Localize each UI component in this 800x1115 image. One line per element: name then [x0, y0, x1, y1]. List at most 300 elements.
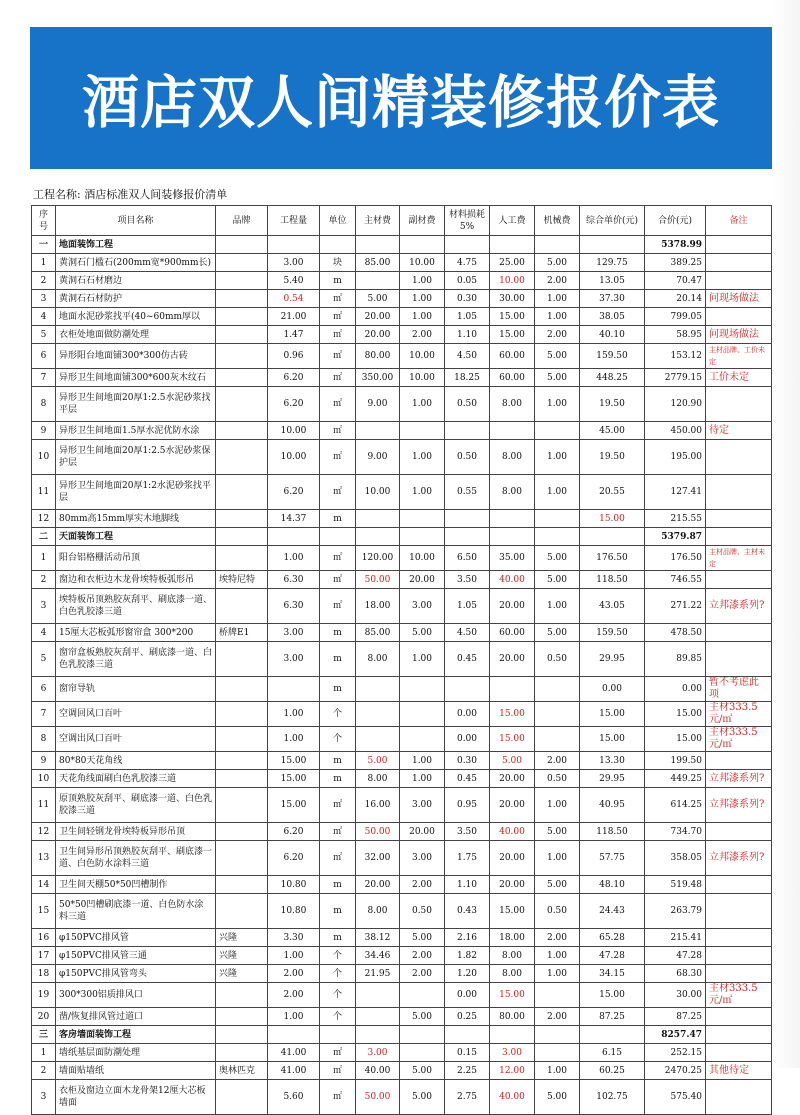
table-cell: 13.05 — [580, 272, 645, 290]
table-cell: 2.00 — [535, 752, 580, 770]
table-cell: 2.00 — [400, 876, 445, 894]
table-cell: 3.50 — [445, 823, 490, 841]
table-cell: 4.75 — [445, 254, 490, 272]
table-cell: 阳台铝格栅活动吊顶 — [56, 546, 216, 571]
table-cell: 3.00 — [400, 841, 445, 876]
table-cell: 1.00 — [268, 947, 320, 965]
table-cell: 兴隆 — [216, 947, 268, 965]
table-cell: 350.00 — [356, 369, 400, 387]
table-cell: 奥林匹克 — [216, 1062, 268, 1080]
note-cell — [706, 947, 772, 965]
table-cell: 1.00 — [400, 387, 445, 422]
table-cell: 47.28 — [580, 947, 645, 965]
note-cell: 主材333.5元/㎡ — [706, 983, 772, 1008]
table-cell — [445, 422, 490, 440]
table-cell: 50.00 — [356, 823, 400, 841]
table-cell: 4 — [32, 308, 56, 326]
table-cell — [216, 326, 268, 344]
table-cell: 凿/恢复排风管过道口 — [56, 1008, 216, 1026]
table-cell: 8.00 — [356, 770, 400, 788]
table-cell: 120.00 — [356, 546, 400, 571]
table-cell: 0.43 — [445, 894, 490, 929]
table-cell: 20.00 — [400, 823, 445, 841]
table-cell: 159.50 — [580, 624, 645, 642]
table-cell: 4 — [32, 624, 56, 642]
table-cell — [400, 236, 445, 254]
note-cell — [706, 642, 772, 677]
table-cell: 0.30 — [445, 290, 490, 308]
table-cell: 个 — [320, 983, 356, 1008]
table-cell: 兴隆 — [216, 929, 268, 947]
table-cell: 127.41 — [645, 475, 706, 510]
table-cell: 34.15 — [580, 965, 645, 983]
table-cell: 10.00 — [490, 272, 535, 290]
table-cell — [356, 528, 400, 546]
table-cell: 29.95 — [580, 642, 645, 677]
table-cell: 空调出风口百叶 — [56, 727, 216, 752]
note-cell: 立邦漆系列? — [706, 788, 772, 823]
table-cell — [216, 546, 268, 571]
table-cell — [216, 254, 268, 272]
table-cell: 个 — [320, 727, 356, 752]
table-cell: 1.47 — [268, 326, 320, 344]
table-cell: 异形卫生间地面1.5厚水泥优防水涂 — [56, 422, 216, 440]
table-cell: 15.00 — [645, 702, 706, 727]
table-cell: 2.00 — [400, 965, 445, 983]
table-cell: 2.00 — [400, 326, 445, 344]
table-cell: 15.00 — [490, 326, 535, 344]
note-cell — [706, 823, 772, 841]
table-cell: ㎡ — [320, 326, 356, 344]
table-cell: 8.00 — [356, 894, 400, 929]
table-cell — [400, 983, 445, 1008]
table-cell: 16.00 — [356, 788, 400, 823]
table-cell: m — [320, 624, 356, 642]
table-row — [32, 876, 772, 894]
table-cell: 原顶熟胶灰刮平、刷底漆一道、白色乳胶漆三道 — [56, 788, 216, 823]
table-cell — [216, 290, 268, 308]
header-cell: 人工费 — [490, 206, 535, 236]
note-cell — [706, 624, 772, 642]
table-cell: 6.20 — [268, 823, 320, 841]
table-cell: 18.00 — [356, 589, 400, 624]
table-cell: 6.30 — [268, 589, 320, 624]
table-cell: 20.00 — [356, 308, 400, 326]
table-cell: 卫生间轻钢龙骨埃特板异形吊顶 — [56, 823, 216, 841]
table-cell: 30.00 — [490, 290, 535, 308]
table-cell — [535, 702, 580, 727]
table-cell: 1.00 — [535, 475, 580, 510]
table-cell — [706, 236, 772, 254]
table-cell: 89.85 — [645, 642, 706, 677]
table-cell: 1.00 — [535, 308, 580, 326]
table-cell — [216, 369, 268, 387]
table-cell: 15厘大芯板弧形窗帘盒 300*200 — [56, 624, 216, 642]
table-cell: 176.50 — [580, 546, 645, 571]
table-row — [32, 440, 772, 475]
table-cell — [216, 1044, 268, 1062]
section-name: 天面装饰工程 — [56, 528, 216, 546]
table-cell: 1.10 — [445, 326, 490, 344]
table-cell: 20.00 — [490, 642, 535, 677]
table-cell: 478.50 — [645, 624, 706, 642]
section-total: 8257.47 — [645, 1026, 706, 1044]
table-cell: 6.20 — [268, 475, 320, 510]
table-row — [32, 571, 772, 589]
project-name-line: 工程名称: 酒店标准双人间装修报价清单 — [33, 188, 228, 201]
table-cell — [535, 1044, 580, 1062]
table-row — [32, 965, 772, 983]
table-cell — [216, 983, 268, 1008]
table-cell: 30.00 — [645, 983, 706, 1008]
table-cell: 5 — [32, 326, 56, 344]
table-cell: 8.00 — [490, 965, 535, 983]
table-cell: ㎡ — [320, 1062, 356, 1080]
table-cell: 25.00 — [490, 254, 535, 272]
table-cell: 41.00 — [268, 1044, 320, 1062]
table-cell: 1 — [32, 254, 56, 272]
table-cell — [356, 983, 400, 1008]
table-row — [32, 254, 772, 272]
table-cell: 3.50 — [445, 571, 490, 589]
table-cell: 18.25 — [445, 369, 490, 387]
table-cell: 129.75 — [580, 254, 645, 272]
table-row — [32, 326, 772, 344]
table-cell — [400, 1026, 445, 1044]
table-cell: ㎡ — [320, 589, 356, 624]
table-cell: 1.00 — [400, 290, 445, 308]
table-row — [32, 727, 772, 752]
table-cell: 40.00 — [356, 1062, 400, 1080]
table-cell: 个 — [320, 965, 356, 983]
table-cell: 6.20 — [268, 841, 320, 876]
table-cell: 5.00 — [400, 1008, 445, 1026]
header-cell: 合价(元) — [645, 206, 706, 236]
section-total: 5378.99 — [645, 236, 706, 254]
table-cell: ㎡ — [320, 571, 356, 589]
table-row — [32, 308, 772, 326]
note-cell: 主材品牌、主材未定 — [706, 546, 772, 571]
table-cell: 2.00 — [268, 965, 320, 983]
table-cell — [216, 702, 268, 727]
table-header-row — [32, 206, 772, 236]
table-cell: 5.00 — [400, 929, 445, 947]
table-cell: 0.45 — [445, 642, 490, 677]
table-cell: ㎡ — [320, 422, 356, 440]
table-cell — [356, 272, 400, 290]
note-cell: 问现场做法 — [706, 290, 772, 308]
table-cell: 1.05 — [445, 589, 490, 624]
table-cell: 5.00 — [535, 344, 580, 369]
table-cell: 20.00 — [356, 876, 400, 894]
note-cell: 问现场做法 — [706, 326, 772, 344]
table-cell: 10 — [32, 440, 56, 475]
table-cell — [445, 510, 490, 528]
table-cell: 2.00 — [535, 326, 580, 344]
table-cell: 15.00 — [645, 727, 706, 752]
table-cell — [216, 876, 268, 894]
note-cell — [706, 254, 772, 272]
table-cell: 40.10 — [580, 326, 645, 344]
table-cell: 1.75 — [445, 841, 490, 876]
table-cell — [216, 727, 268, 752]
table-cell — [216, 272, 268, 290]
table-cell: 1.00 — [268, 727, 320, 752]
table-cell: 3.00 — [400, 589, 445, 624]
table-cell: 1.00 — [535, 947, 580, 965]
section-row — [32, 1026, 772, 1044]
table-cell: 37.30 — [580, 290, 645, 308]
table-row — [32, 1044, 772, 1062]
table-cell: 1.00 — [400, 308, 445, 326]
table-cell: 卫生间天棚50*50凹槽制作 — [56, 876, 216, 894]
table-cell — [490, 677, 535, 702]
table-cell: m — [320, 894, 356, 929]
table-cell: 13 — [32, 841, 56, 876]
table-row — [32, 929, 772, 947]
table-cell: 6.15 — [580, 1044, 645, 1062]
table-cell: 50.00 — [356, 571, 400, 589]
table-cell: 60.00 — [490, 369, 535, 387]
table-cell: 252.15 — [645, 1044, 706, 1062]
table-cell — [216, 823, 268, 841]
table-cell: ㎡ — [320, 1080, 356, 1115]
table-cell: 异形卫生间地面20厚1:2水泥砂浆找平层 — [56, 475, 216, 510]
table-cell: 0.50 — [535, 642, 580, 677]
table-cell — [490, 528, 535, 546]
table-cell: 0.00 — [580, 677, 645, 702]
table-cell: 9.00 — [356, 387, 400, 422]
table-cell: 2.25 — [445, 1062, 490, 1080]
table-cell — [445, 677, 490, 702]
table-cell: 87.25 — [645, 1008, 706, 1026]
table-cell: 6 — [32, 677, 56, 702]
table-cell: 5 — [32, 642, 56, 677]
table-cell: 0.55 — [445, 475, 490, 510]
table-cell: 5.40 — [268, 272, 320, 290]
table-cell: 1.00 — [268, 1008, 320, 1026]
section-row — [32, 528, 772, 546]
table-cell: 85.00 — [356, 254, 400, 272]
table-cell: 21.95 — [356, 965, 400, 983]
table-cell — [400, 702, 445, 727]
table-cell: 衣柜及窗边立面木龙骨架12厘大芯板墙面 — [56, 1080, 216, 1115]
table-cell: 15.00 — [268, 788, 320, 823]
table-cell: 1.00 — [400, 475, 445, 510]
table-cell: 159.50 — [580, 344, 645, 369]
table-cell: 199.50 — [645, 752, 706, 770]
table-cell: 195.00 — [645, 440, 706, 475]
table-cell: 50*50凹槽刷底漆一道、白色防水涂料三道 — [56, 894, 216, 929]
table-cell: 3 — [32, 589, 56, 624]
table-cell: 1.00 — [535, 387, 580, 422]
table-cell: m — [320, 272, 356, 290]
table-cell: 0.96 — [268, 344, 320, 369]
table-cell: 118.50 — [580, 571, 645, 589]
table-cell: 0.50 — [445, 387, 490, 422]
table-cell: 6.20 — [268, 387, 320, 422]
table-cell — [216, 770, 268, 788]
table-cell — [216, 1080, 268, 1115]
table-cell: 10.00 — [400, 546, 445, 571]
table-cell: 24.43 — [580, 894, 645, 929]
table-cell: 10.00 — [356, 475, 400, 510]
note-cell — [706, 1044, 772, 1062]
table-cell: 10 — [32, 770, 56, 788]
table-cell: 4.50 — [445, 624, 490, 642]
table-cell: 60.25 — [580, 1062, 645, 1080]
table-cell: 10.00 — [268, 422, 320, 440]
table-cell: 3 — [32, 1080, 56, 1115]
table-row — [32, 344, 772, 369]
table-cell: m — [320, 677, 356, 702]
table-cell — [216, 344, 268, 369]
table-cell: 3.00 — [400, 788, 445, 823]
section-number: 一 — [32, 236, 56, 254]
table-cell: 20.00 — [490, 770, 535, 788]
table-cell — [356, 727, 400, 752]
table-cell — [445, 1026, 490, 1044]
table-cell — [216, 1026, 268, 1044]
table-cell — [320, 528, 356, 546]
table-cell: 20.00 — [490, 589, 535, 624]
table-cell: 0.00 — [645, 677, 706, 702]
note-cell — [706, 475, 772, 510]
table-cell: m — [320, 752, 356, 770]
note-cell — [706, 1008, 772, 1026]
table-cell: 11 — [32, 788, 56, 823]
table-cell: ㎡ — [320, 290, 356, 308]
table-cell: 614.25 — [645, 788, 706, 823]
table-cell: 38.05 — [580, 308, 645, 326]
table-cell: 1.00 — [268, 702, 320, 727]
table-cell — [535, 677, 580, 702]
table-cell: 153.12 — [645, 344, 706, 369]
table-cell — [216, 528, 268, 546]
note-cell: 其他待定 — [706, 1062, 772, 1080]
table-cell: 13.30 — [580, 752, 645, 770]
table-cell: 734.70 — [645, 823, 706, 841]
table-row — [32, 823, 772, 841]
table-cell: 地面水泥砂浆找平(40~60mm厚以 — [56, 308, 216, 326]
table-row — [32, 1008, 772, 1026]
table-cell: 87.25 — [580, 1008, 645, 1026]
table-cell: 5.00 — [400, 1080, 445, 1115]
table-cell: ㎡ — [320, 308, 356, 326]
table-cell: 80*80天花角线 — [56, 752, 216, 770]
table-cell: 45.00 — [580, 422, 645, 440]
table-cell: m — [320, 929, 356, 947]
table-cell: 0.25 — [445, 1008, 490, 1026]
table-cell: 5.00 — [535, 823, 580, 841]
table-cell — [580, 528, 645, 546]
table-cell: 80.00 — [490, 1008, 535, 1026]
table-cell — [216, 308, 268, 326]
section-name: 地面装饰工程 — [56, 236, 216, 254]
note-cell — [706, 272, 772, 290]
section-name: 客房墙面装饰工程 — [56, 1026, 216, 1044]
table-cell: 0.15 — [445, 1044, 490, 1062]
note-cell — [706, 387, 772, 422]
table-cell — [445, 528, 490, 546]
table-cell: 0.50 — [400, 894, 445, 929]
note-cell: 主材333.5元/㎡ — [706, 702, 772, 727]
table-cell: 20.00 — [356, 326, 400, 344]
table-cell: ㎡ — [320, 344, 356, 369]
table-cell: 10.00 — [400, 344, 445, 369]
table-cell: 2.00 — [535, 272, 580, 290]
table-cell: 1 — [32, 546, 56, 571]
table-cell — [400, 677, 445, 702]
table-cell — [320, 1026, 356, 1044]
table-cell — [400, 1044, 445, 1062]
table-cell: 1.00 — [535, 788, 580, 823]
table-cell: 6.20 — [268, 369, 320, 387]
table-cell: 176.50 — [645, 546, 706, 571]
table-cell: 1.00 — [535, 589, 580, 624]
table-cell — [216, 752, 268, 770]
table-cell: 1.00 — [535, 841, 580, 876]
table-cell: 40.95 — [580, 788, 645, 823]
table-cell: 1.10 — [445, 876, 490, 894]
table-cell: 2 — [32, 1062, 56, 1080]
table-cell — [535, 422, 580, 440]
table-cell — [356, 702, 400, 727]
table-cell: 6 — [32, 344, 56, 369]
table-cell: 29.95 — [580, 770, 645, 788]
table-cell: 20.14 — [645, 290, 706, 308]
table-cell — [400, 727, 445, 752]
table-cell: 2470.25 — [645, 1062, 706, 1080]
table-cell: 2.00 — [535, 1008, 580, 1026]
table-cell: 8.00 — [356, 642, 400, 677]
table-cell: ㎡ — [320, 546, 356, 571]
table-cell: 5.00 — [535, 624, 580, 642]
table-cell: 80.00 — [356, 344, 400, 369]
section-row — [32, 236, 772, 254]
table-row — [32, 589, 772, 624]
table-cell: 8.00 — [490, 440, 535, 475]
table-cell: 38.12 — [356, 929, 400, 947]
table-cell — [216, 387, 268, 422]
table-cell: 8 — [32, 387, 56, 422]
table-cell: 卫生间异形吊顶熟胶灰刮平、刷底漆一道、白色防水涂料三道 — [56, 841, 216, 876]
table-cell: 32.00 — [356, 841, 400, 876]
table-cell: 0.45 — [445, 770, 490, 788]
table-cell: 35.00 — [490, 546, 535, 571]
table-cell: 57.75 — [580, 841, 645, 876]
table-row — [32, 1080, 772, 1115]
table-cell: 5.00 — [400, 1062, 445, 1080]
table-cell — [268, 677, 320, 702]
table-cell — [268, 528, 320, 546]
table-cell: 120.90 — [645, 387, 706, 422]
table-cell: 20 — [32, 1008, 56, 1026]
table-cell: 68.30 — [645, 965, 706, 983]
table-cell: 0.00 — [445, 727, 490, 752]
table-cell: 墙纸基层面防潮处理 — [56, 1044, 216, 1062]
table-cell: 12 — [32, 823, 56, 841]
table-cell: 10.00 — [400, 254, 445, 272]
table-cell — [445, 236, 490, 254]
table-cell: 5.00 — [535, 1080, 580, 1115]
table-cell: 14 — [32, 876, 56, 894]
table-cell — [356, 1008, 400, 1026]
table-cell: ㎡ — [320, 788, 356, 823]
table-cell: m — [320, 642, 356, 677]
table-cell: 448.25 — [580, 369, 645, 387]
table-cell — [216, 589, 268, 624]
